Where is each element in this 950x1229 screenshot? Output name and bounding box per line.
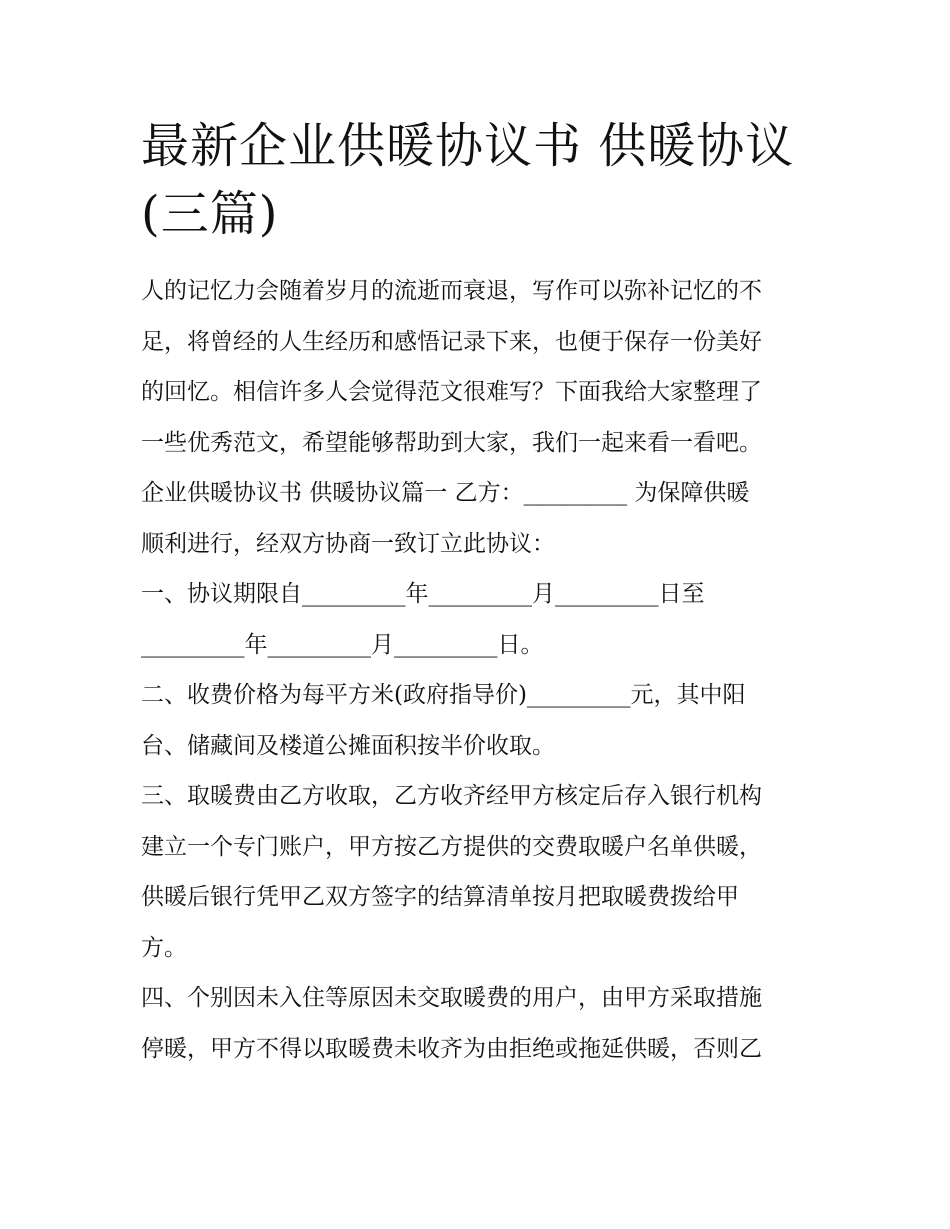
title-line: 最新企业供暖协议书 供暖协议 <box>141 118 795 174</box>
title-line: (三篇) <box>141 186 279 242</box>
text-line: 一、协议期限自_________年_________月_________日至 <box>141 581 705 607</box>
document-page <box>141 112 813 1074</box>
text-line: 停暖，甲方不得以取暖费未收齐为由拒绝或拖延供暖，否则乙 <box>141 1035 762 1062</box>
text-line: 企业供暖协议书 供暖协议篇一 乙方：_________ 为保障供暖 <box>141 480 750 506</box>
text-line: 顺利进行，经双方协商一致订立此协议： <box>141 530 555 557</box>
text-line: 三、取暖费由乙方收取，乙方收齐经甲方核定后存入银行机构 <box>141 783 762 809</box>
text-line: 四、个别因未入住等原因未交取暖费的用户，由甲方采取措施 <box>141 985 762 1011</box>
text-line: 的回忆。相信许多人会觉得范文很难写？下面我给大家整理了 <box>141 379 762 405</box>
text-line: 一些优秀范文，希望能够帮助到大家，我们一起来看一看吧。 <box>141 429 762 456</box>
document-title <box>141 112 813 248</box>
text-line: 方。 <box>141 934 187 961</box>
text-line: 台、储藏间及楼道公摊面积按半价收取。 <box>141 732 555 759</box>
text-line: _________年_________月_________日。 <box>141 631 544 658</box>
text-line: 建立一个专门账户，甲方按乙方提供的交费取暖户名单供暖， <box>141 833 762 860</box>
document-body <box>141 266 813 1074</box>
text-line: 足，将曾经的人生经历和感悟记录下来，也便于保存一份美好 <box>141 328 762 355</box>
text-line: 二、收费价格为每平方米(政府指导价)_________元，其中阳 <box>141 682 746 708</box>
text-line: 供暖后银行凭甲乙双方签字的结算清单按月把取暖费拨给甲 <box>141 884 739 910</box>
text-line: 人的记忆力会随着岁月的流逝而衰退，写作可以弥补记忆的不 <box>141 278 762 304</box>
